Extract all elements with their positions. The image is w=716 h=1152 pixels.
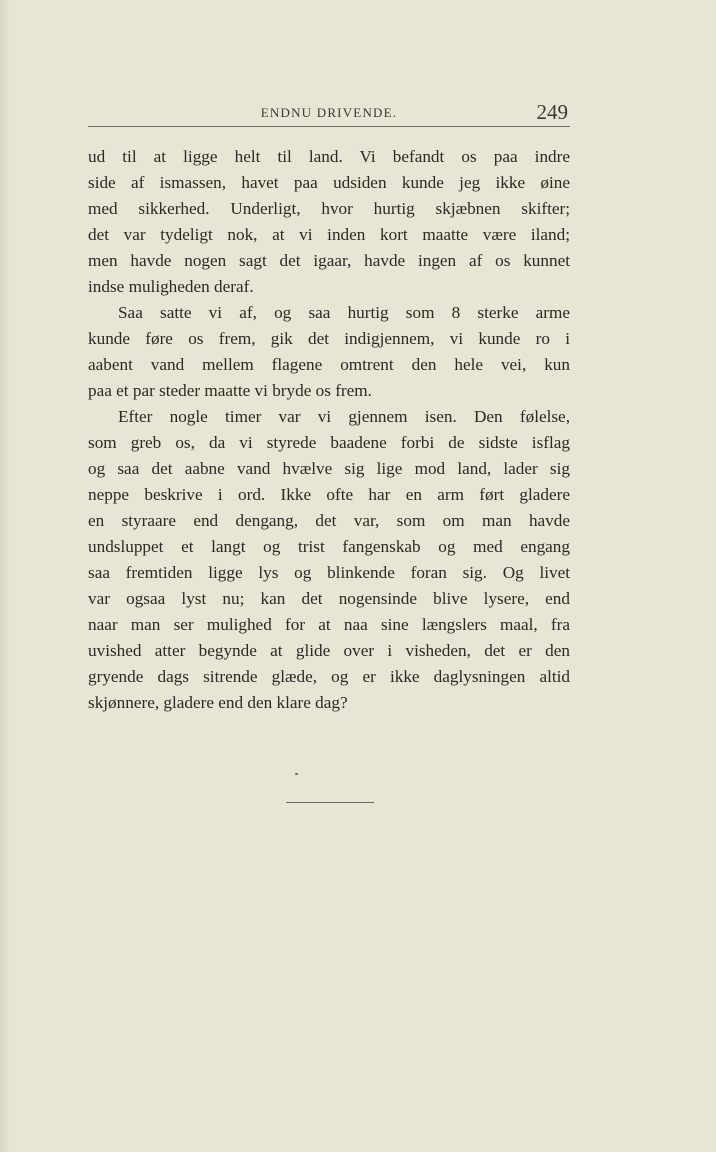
text-line: naar man ser mulighed for at naa sine længslers maal, fra — [88, 615, 570, 634]
text-line: paa et par steder maatte vi bryde os frem. — [88, 381, 372, 400]
text-line: med sikkerhed. Underligt, hvor hurtig skjæbnen skifter; — [88, 199, 570, 218]
text-line: som greb os, da vi styrede baadene forbi de sidste isflag — [88, 433, 570, 452]
text-line: kunde føre os frem, gik det indigjennem, vi kunde ro i — [88, 329, 570, 348]
text-line: men havde nogen sagt det igaar, havde ingen af os kunnet — [88, 251, 570, 270]
end-rule — [286, 802, 374, 803]
text-line: det var tydeligt nok, at vi inden kort maatte være iland; — [88, 225, 570, 244]
text-line: indse muligheden deraf. — [88, 277, 254, 296]
body-text — [88, 144, 570, 716]
text-line: var ogsaa lyst nu; kan det nogensinde blive lysere, end — [88, 589, 570, 608]
text-line: gryende dags sitrende glæde, og er ikke daglysningen altid — [88, 667, 570, 686]
text-line: ud til at ligge helt til land. Vi befandt os paa indre — [88, 147, 570, 166]
page-edge — [0, 0, 10, 1152]
text-line: uvished atter begynde at glide over i visheden, det er den — [88, 641, 570, 660]
paragraph-start: Efter nogle timer var vi gjennem isen. Den følelse, — [118, 407, 570, 426]
text-line: side af ismassen, havet paa udsiden kunde jeg ikke øine — [88, 173, 570, 192]
text-line: aabent vand mellem flagene omtrent den hele vei, kun — [88, 355, 570, 374]
running-head — [88, 100, 570, 127]
running-title: ENDNU DRIVENDE. — [260, 105, 398, 120]
paragraph-start: Saa satte vi af, og saa hurtig som 8 sterke arme — [118, 303, 570, 322]
text-line: skjønnere, gladere end den klare dag? — [88, 693, 348, 712]
page-number: 249 — [536, 100, 568, 124]
text-line: undsluppet et langt og trist fangenskab og med engang — [88, 537, 570, 556]
ink-speck — [295, 773, 298, 775]
text-line: neppe beskrive i ord. Ikke ofte har en arm ført gladere — [88, 485, 570, 504]
text-line: og saa det aabne vand hvælve sig lige mod land, lader sig — [88, 459, 570, 478]
text-line: en styraare end dengang, det var, som om man havde — [88, 511, 570, 530]
text-line: saa fremtiden ligge lys og blinkende foran sig. Og livet — [88, 563, 570, 582]
